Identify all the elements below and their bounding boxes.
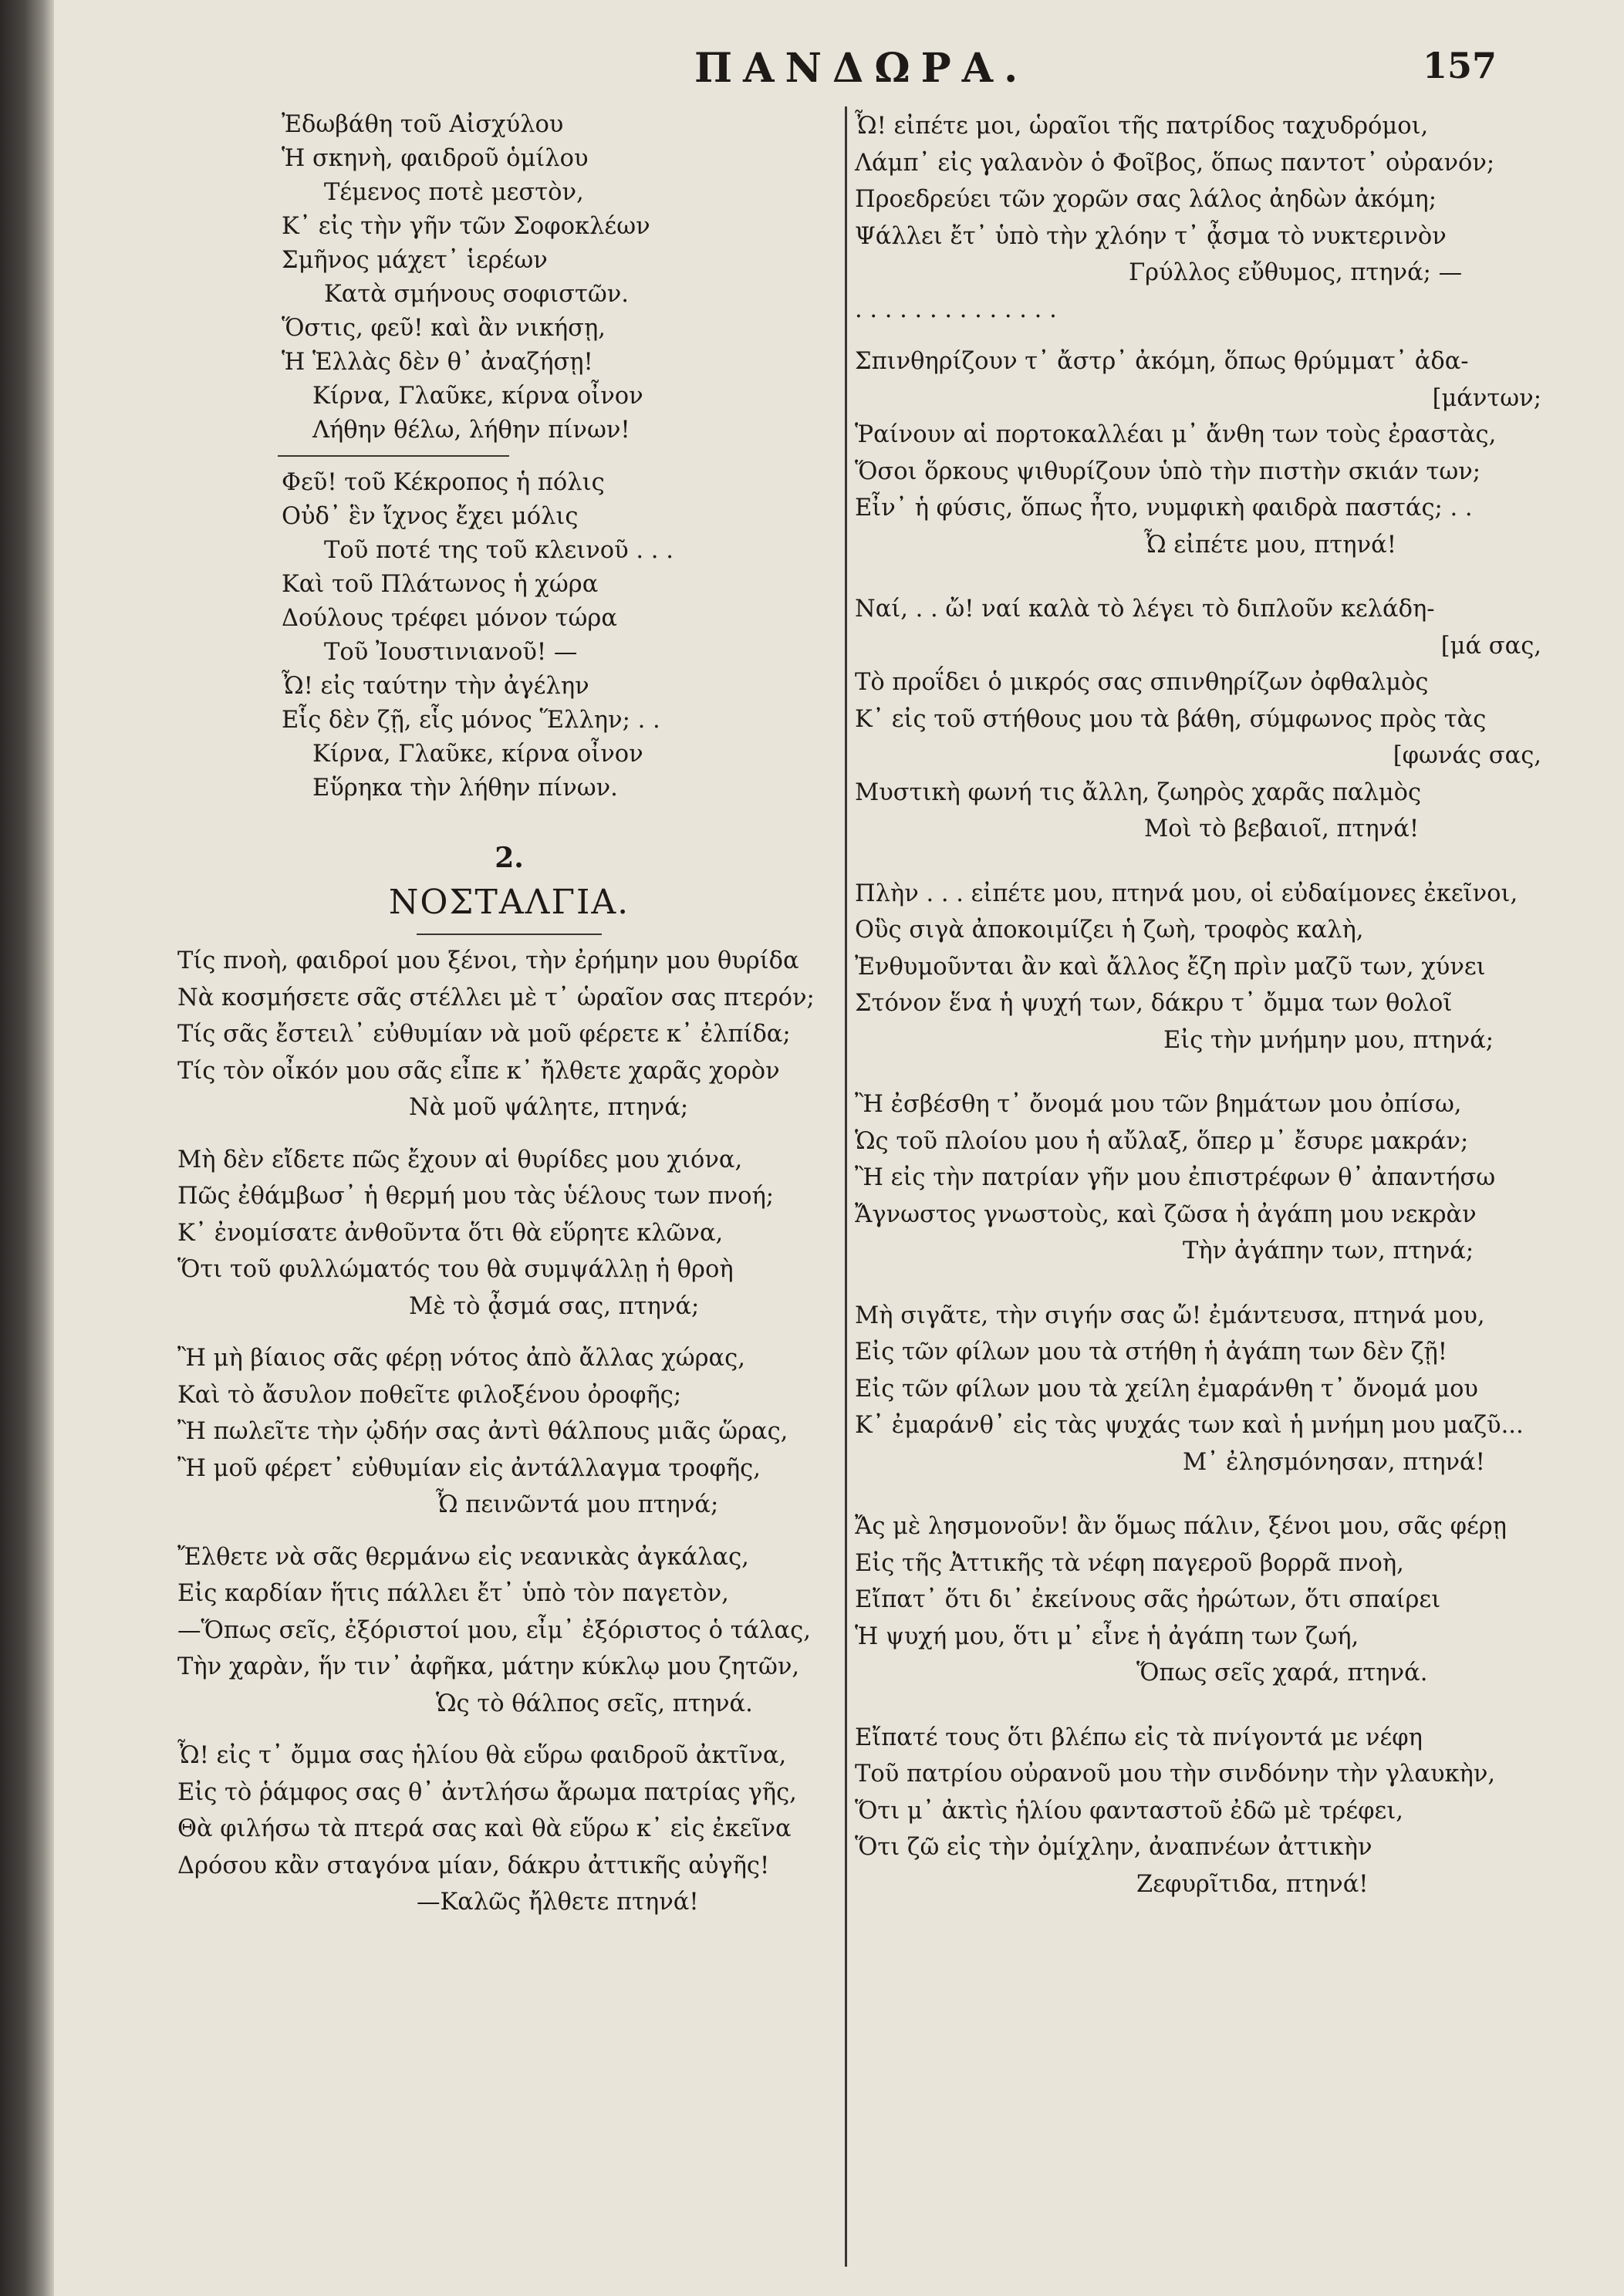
verse-line: Ὦ! εἰπέτε μοι, ὡραῖοι τῆς πατρίδος ταχυδρόμοι, <box>855 113 1429 140</box>
left-column <box>177 108 841 1921</box>
poem-stanza <box>855 108 1541 328</box>
verse-line: Λήθην θέλω, λήθην πίνων! <box>312 417 630 444</box>
verse-continuation: [φωνάς σας, <box>1393 742 1541 769</box>
page-header <box>694 45 1497 106</box>
poem-stanza <box>177 1340 841 1524</box>
verse-line: Ἢ ἐσβέσθη τ᾿ ὄνομά μου τῶν βημάτων μου ὀπίσω, <box>855 1091 1462 1118</box>
verse-line: Ἢ μοῦ φέρετ᾿ εὐθυμίαν εἰς ἀντάλλαγμα τροφῆς, <box>177 1454 761 1482</box>
verse-line: Εἶν᾿ ἡ φύσις, ὅπως ἦτο, νυμφικὴ φαιδρὰ παστάς; . . <box>855 495 1473 522</box>
verse-refrain: Εἰς τὴν μνήμην μου, πτηνά; <box>1163 1026 1494 1054</box>
verse-line: Καὶ τοῦ Πλάτωνος ἡ χώρα <box>282 571 599 598</box>
verse-line: Μὴ δὲν εἴδετε πῶς ἔχουν αἱ θυρίδες μου χιόνα, <box>177 1146 743 1173</box>
verse-line: Τίς τὸν οἶκόν μου σᾶς εἶπε κ᾿ ἤλθετε χαρᾶς χορὸν <box>177 1057 780 1085</box>
section-title: ΝΟΣΤΑΛΓΙΑ. <box>388 883 630 922</box>
verse-line: Ὡς τοῦ πλοίου μου ἡ αὔλαξ, ὅπερ μ᾿ ἔσυρε μακράν; <box>855 1127 1469 1155</box>
verse-line: Τοῦ Ἰουστινιανοῦ! — <box>324 639 578 666</box>
poem-stanza <box>855 1298 1541 1481</box>
verse-refrain: Τὴν ἀγάπην των, πτηνά; <box>1183 1237 1474 1264</box>
verse-line: Ὅστις, φεῦ! καὶ ἂν νικήσῃ, <box>282 315 606 342</box>
verse-line: Καὶ τὸ ἄσυλον ποθεῖτε φιλοξένου ὀροφῆς; <box>177 1381 682 1409</box>
verse-line: Ὦ! εἰς τ᾿ ὄμμα σας ἡλίου θὰ εὕρω φαιδροῦ ἀκτῖνα, <box>177 1742 787 1769</box>
verse-line: Κ᾿ εἰς τὴν γῆν τῶν Σοφοκλέων <box>282 213 650 240</box>
verse-line: Εἰς τῆς Ἀττικῆς τὰ νέφη παγεροῦ βορρᾶ πνοὴ, <box>855 1549 1404 1577</box>
poem-stanza <box>855 1086 1541 1270</box>
verse-line: Κ᾿ εἰς τοῦ στήθους μου τὰ βάθη, σύμφωνος πρὸς τὰς <box>855 705 1487 733</box>
verse-line: Τὴν χαρὰν, ἥν τιν᾿ ἀφῆκα, μάτην κύκλῳ μου ζητῶν, <box>177 1653 800 1680</box>
verse-refrain: Ὦ πεινῶντά μου πτηνά; <box>436 1491 719 1518</box>
verse-line: Εἰς καρδίαν ἥτις πάλλει ἔτ᾿ ὑπὸ τὸν παγετὸν, <box>177 1580 729 1607</box>
verse-line: Οὐδ᾿ ἓν ἴχνος ἔχει μόλις <box>282 503 579 530</box>
section-number: 2. <box>495 842 524 874</box>
verse-refrain: Ὡς τὸ θάλπος σεῖς, πτηνά. <box>436 1690 753 1717</box>
verse-line: Εἰς τῶν φίλων μου τὰ στήθη ἡ ἀγάπη των δὲν ζῇ! <box>855 1339 1448 1366</box>
verse-line: Ἢ εἰς τὴν πατρίαν γῆν μου ἐπιστρέφων θ᾿ ἀπαντήσω <box>855 1164 1496 1191</box>
poem-stanza <box>855 876 1541 1059</box>
verse-line: Νὰ κοσμήσετε σᾶς στέλλει μὲ τ᾿ ὡραῖον σας πτερόν; <box>177 984 815 1011</box>
verse-line: Κίρνα, Γλαῦκε, κίρνα οἶνον <box>312 741 643 768</box>
verse-line: Ἡ σκηνὴ, φαιδροῦ ὁμίλου <box>282 145 589 172</box>
verse-line: Σμῆνος μάχετ᾿ ἱερέων <box>282 247 548 274</box>
verse-line: Μὴ σιγᾶτε, τὴν σιγήν σας ὤ! ἐμάντευσα, πτηνά μου, <box>855 1302 1485 1329</box>
verse-line: Προεδρεύει τῶν χορῶν σας λάλος ἀηδὼν ἀκόμη; <box>855 186 1437 213</box>
verse-line: Ψάλλει ἔτ᾿ ὑπὸ τὴν χλόην τ᾿ ᾆσμα τὸ νυκτερινὸν <box>855 222 1447 250</box>
verse-refrain: Ὦ εἰπέτε μου, πτηνά! <box>1144 531 1396 559</box>
verse-refrain: Γρύλλος εὔθυμος, πτηνά; — <box>1129 259 1463 286</box>
page-number: 157 <box>1422 45 1497 86</box>
verse-refrain: Μὲ τὸ ᾆσμά σας, πτηνά; <box>409 1292 700 1320</box>
title-rule <box>417 934 602 935</box>
verse-line: Ἐδωβάθη τοῦ Αἰσχύλου <box>282 111 564 138</box>
verse-line: Ὅτι ζῶ εἰς τὴν ὀμίχλην, ἀναπνέων ἀττικὴν <box>855 1834 1372 1861</box>
verse-line: Εἰς τὸ ῥάμφος σας θ᾿ ἀντλήσω ἄρωμα πατρίας γῆς, <box>177 1778 797 1806</box>
verse-continuation: [μά σας, <box>1440 632 1541 660</box>
right-column <box>855 108 1541 1903</box>
verse-line: Στόνον ἕνα ἡ ψυχή των, δάκρυ τ᾿ ὄμμα των θολοῖ <box>855 990 1453 1017</box>
verse-refrain: Ὅπως σεῖς χαρά, πτηνά. <box>1136 1660 1428 1687</box>
verse-refrain: Ζεφυρῖτιδα, πτηνά! <box>1136 1870 1369 1898</box>
poem-stanza <box>177 108 841 447</box>
poem-stanza <box>177 466 841 805</box>
verse-line: Πῶς ἐθάμβωσ᾿ ἡ θερμή μου τὰς ὑέλους των πνοή; <box>177 1183 775 1210</box>
poem-stanza <box>177 943 841 1126</box>
verse-line: Τοῦ πατρίου οὐρανοῦ μου τὴν σινδόνην τὴν γλαυκὴν, <box>855 1761 1496 1788</box>
verse-line: Ἡ Ἑλλὰς δὲν θ᾿ ἀναζήσῃ! <box>282 349 593 376</box>
verse-refrain: Μοὶ τὸ βεβαιοῖ, πτηνά! <box>1144 815 1420 842</box>
verse-line: Ναί, . . ὤ! ναί καλὰ τὸ λέγει τὸ διπλοῦν κελάδη- <box>855 596 1435 623</box>
column-divider <box>845 106 847 2267</box>
verse-line: Σπινθηρίζουν τ᾿ ἄστρ᾿ ἀκόμη, ὅπως θρύμματ᾿ ἀδα- <box>855 348 1469 375</box>
verse-line: Εὕρηκα τὴν λήθην πίνων. <box>312 775 618 802</box>
verse-line: Κατὰ σμήνους σοφιστῶν. <box>324 281 629 308</box>
verse-line: Φεῦ! τοῦ Κέκροπος ἡ πόλις <box>282 469 605 496</box>
verse-line: Μυστικὴ φωνή τις ἄλλη, ζωηρὸς χαρᾶς παλμὸς <box>855 778 1422 806</box>
verse-line: Κ᾿ ἐνομίσατε ἀνθοῦντα ὅτι θὰ εὕρητε κλῶνα, <box>177 1219 724 1247</box>
verse-line: Ἢ μὴ βίαιος σᾶς φέρῃ νότος ἀπὸ ἄλλας χώρας, <box>177 1345 745 1372</box>
verse-line: Ἡ ψυχή μου, ὅτι μ᾿ εἶνε ἡ ἀγάπη των ζωή, <box>855 1622 1359 1650</box>
verse-refrain: —Καλῶς ἤλθετε πτηνά! <box>417 1889 699 1916</box>
poem-stanza <box>855 1720 1541 1903</box>
journal-title: ΠΑΝΔΩΡΑ. <box>694 45 1029 92</box>
verse-line: Ἢ πωλεῖτε τὴν ᾠδήν σας ἀντὶ θάλπους μιᾶς ὥρας, <box>177 1418 788 1445</box>
verse-line: Ὦ! εἰς ταύτην τὴν ἀγέλην <box>282 673 589 700</box>
poem-stanza <box>855 1508 1541 1692</box>
verse-line: Ἔλθετε νὰ σᾶς θερμάνω εἰς νεανικὰς ἀγκάλας, <box>177 1543 749 1571</box>
verse-line: Ὅσοι ὅρκους ψιθυρίζουν ὑπὸ τὴν πιστὴν σκιάν των; <box>855 458 1481 485</box>
poem-stanza <box>177 1142 841 1325</box>
verse-line: Ῥαίνουν αἱ πορτοκαλλέαι μ᾿ ἄνθη των τοὺς ἐραστὰς, <box>855 421 1497 448</box>
verse-line: Εἰς τῶν φίλων μου τὰ χείλη ἐμαράνθη τ᾿ ὄνομά μου <box>855 1375 1478 1403</box>
verse-line: Δούλους τρέφει μόνον τώρα <box>282 605 617 632</box>
verse-line: Ὅτι τοῦ φυλλώματός του θὰ συμψάλλῃ ἡ θροὴ <box>177 1256 734 1283</box>
verse-line: Ἄγνωστος γνωστοὺς, καὶ ζῶσα ἡ ἀγάπη μου νεκρὰν <box>855 1200 1477 1228</box>
poem-stanza <box>177 1539 841 1723</box>
verse-refrain: Μ᾿ ἐλησμόνησαν, πτηνά! <box>1183 1448 1485 1476</box>
poem-stanza <box>177 1737 841 1921</box>
stanza-rule <box>278 455 509 457</box>
verse-line: Πλὴν . . . εἰπέτε μου, πτηνά μου, οἱ εὐδαίμονες ἐκεῖνοι, <box>855 880 1518 907</box>
verse-line: Ὅτι μ᾿ ἀκτὶς ἡλίου φανταστοῦ ἐδῶ μὲ τρέφει, <box>855 1797 1403 1825</box>
book-binding-edge <box>0 0 54 2296</box>
verse-line: Ἄς μὲ λησμονοῦν! ἂν ὅμως πάλιν, ξένοι μου, σᾶς φέρῃ <box>855 1513 1507 1540</box>
verse-line: Τίς πνοὴ, φαιδροί μου ξένοι, τὴν ἐρήμην μου θυρίδα <box>177 947 799 974</box>
verse-line: Τέμενος ποτὲ μεστὸν, <box>324 179 584 206</box>
ellipsis-line: . . . . . . . . . . . . . . <box>855 295 1057 323</box>
verse-line: Λάμπ᾿ εἰς γαλανὸν ὁ Φοῖβος, ὅπως παντοτ᾿ οὐρανόν; <box>855 149 1495 177</box>
verse-line: Δρόσου κἂν σταγόνα μίαν, δάκρυ ἀττικῆς αὐγῆς! <box>177 1852 770 1879</box>
verse-line: Εἴπατ᾿ ὅτι δι᾿ ἐκείνους σᾶς ἠρώτων, ὅτι σπαίρει <box>855 1586 1441 1613</box>
verse-line: —Ὅπως σεῖς, ἐξόριστοί μου, εἶμ᾿ ἐξόριστος ὁ τάλας, <box>177 1616 811 1644</box>
verse-line: Οὓς σιγὰ ἀποκοιμίζει ἡ ζωὴ, τροφὸς καλὴ, <box>855 917 1364 944</box>
verse-line: Εἷς δὲν ζῇ, εἷς μόνος Ἕλλην; . . <box>282 707 660 734</box>
verse-line: Ἐνθυμοῦνται ἂν καὶ ἄλλος ἔζη πρὶν μαζῦ των, χύνει <box>855 953 1486 981</box>
verse-line: Κίρνα, Γλαῦκε, κίρνα οἶνον <box>312 383 643 410</box>
poem-stanza <box>855 591 1541 848</box>
verse-line: Τοῦ ποτέ της τοῦ κλεινοῦ . . . <box>324 537 674 564</box>
verse-line: Εἴπατέ τους ὅτι βλέπω εἰς τὰ πνίγοντά με νέφη <box>855 1724 1423 1751</box>
verse-refrain: Νὰ μοῦ ψάλητε, πτηνά; <box>409 1094 689 1121</box>
poem-stanza <box>855 343 1541 563</box>
verse-line: Θὰ φιλήσω τὰ πτερά σας καὶ θὰ εὕρω κ᾿ εἰς ἐκεῖνα <box>177 1815 792 1842</box>
verse-line: Κ᾿ ἐμαράνθ᾿ εἰς τὰς ψυχάς των καὶ ἡ μνήμη μου μαζῦ... <box>855 1412 1524 1439</box>
verse-line: Τὸ προΐδει ὁ μικρός σας σπινθηρίζων ὀφθαλμὸς <box>855 669 1429 696</box>
verse-line: Τίς σᾶς ἔστειλ᾿ εὐθυμίαν νὰ μοῦ φέρετε κ᾿ ἐλπίδα; <box>177 1021 791 1048</box>
verse-continuation: [μάντων; <box>1432 384 1541 412</box>
